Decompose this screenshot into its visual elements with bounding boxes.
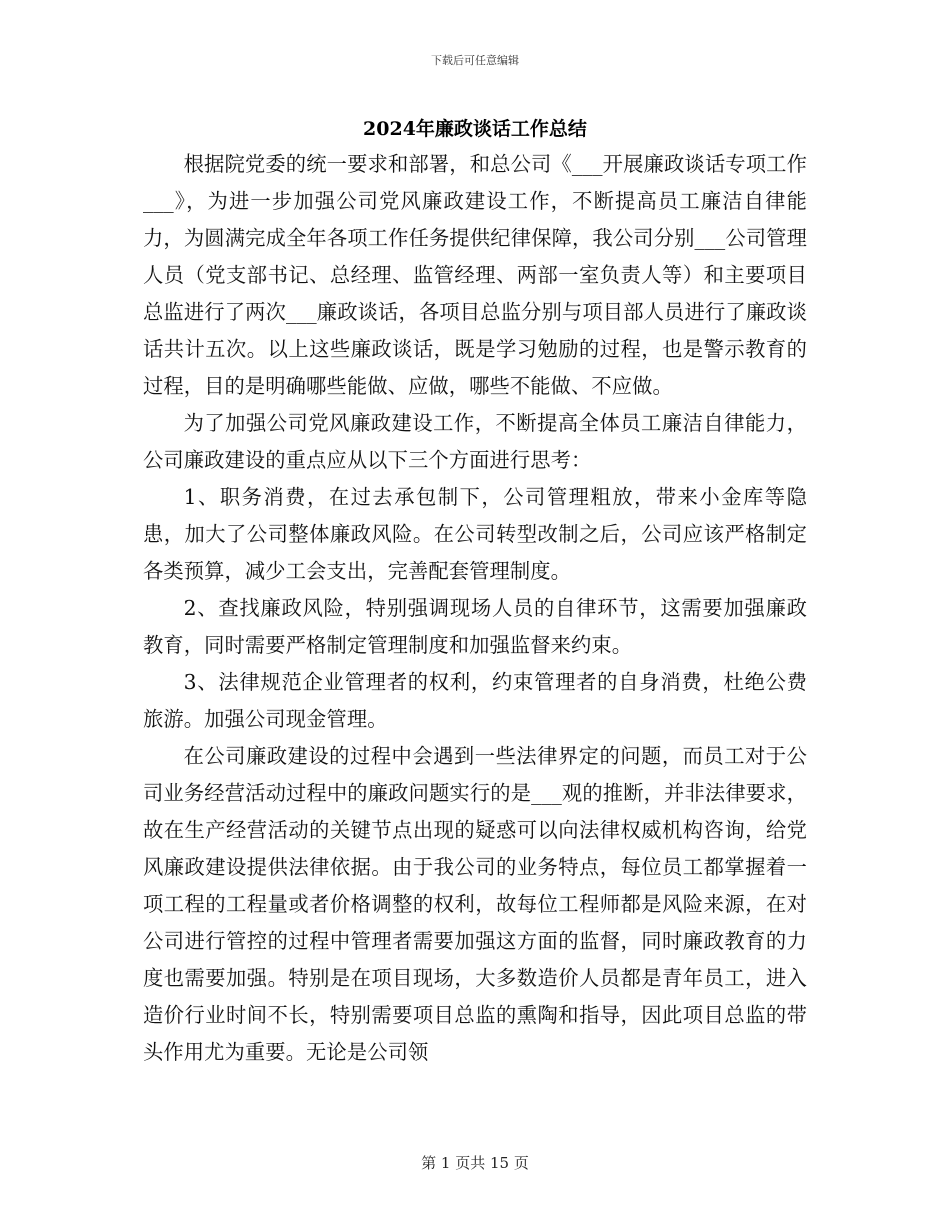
document-title: 2024年廉政谈话工作总结 <box>363 118 587 140</box>
paragraph-item-3: 3、法律规范企业管理者的权利，约束管理者的自身消费，杜绝公费旅游。加强公司现金管理。 <box>143 670 807 731</box>
page-number: 第 1 页共 15 页 <box>421 1154 529 1172</box>
paragraph-focus: 为了加强公司党风廉政建设工作，不断提高全体员工廉洁自律能力，公司廉政建设的重点应从以下三个方面进行思考： <box>143 411 807 472</box>
paragraph-legal: 在公司廉政建设的过程中会遇到一些法律界定的问题，而员工对于公司业务经营活动过程中的廉政问题实行的是___观的推断，并非法律要求，故在生产经营活动的关键节点出现的疑惑可以向法律权威机构咨询，给党风廉政建设提供法律依据。由于我公司的业务特点，每位员工都掌握着一项工程的工程量或者价格调整的权利，故每位工程师都是风险来源，在对公司进行管控的过程中管理者需要加强这方面的监督，同时廉政教育的力度也需要加强。特别是在项目现场，大多数造价人员都是青年员工，进入造价行业时间不长，特别需要项目总监的熏陶和指导，因此项目总监的带头作用尤为重要。无论是公司领 <box>143 744 807 1064</box>
header-note: 下载后可任意编辑 <box>431 54 519 67</box>
paragraph-item-2: 2、查找廉政风险，特别强调现场人员的自律环节，这需要加强廉政教育，同时需要严格制定管理制度和加强监督来约束。 <box>143 596 807 657</box>
paragraph-item-1: 1、职务消费，在过去承包制下，公司管理粗放，带来小金库等隐患，加大了公司整体廉政风险。在公司转型改制之后，公司应该严格制定各类预算，减少工会支出，完善配套管理制度。 <box>143 485 807 583</box>
paragraph-intro: 根据院党委的统一要求和部署，和总公司《___开展廉政谈话专项工作___》，为进一步加强公司党风廉政建设工作，不断提高员工廉洁自律能力，为圆满完成全年各项工作任务提供纪律保障，我公司分别___公司管理人员（党支部书记、总经理、监管经理、两部一室负责人等）和主要项目总监进行了两次___廉政谈话，各项目总监分别与项目部人员进行了廉政谈话共计五次。以上这些廉政谈话，既是学习勉励的过程，也是警示教育的过程，目的是明确哪些能做、应做，哪些不能做、不应做。 <box>143 152 807 398</box>
document-body <box>143 146 807 1071</box>
